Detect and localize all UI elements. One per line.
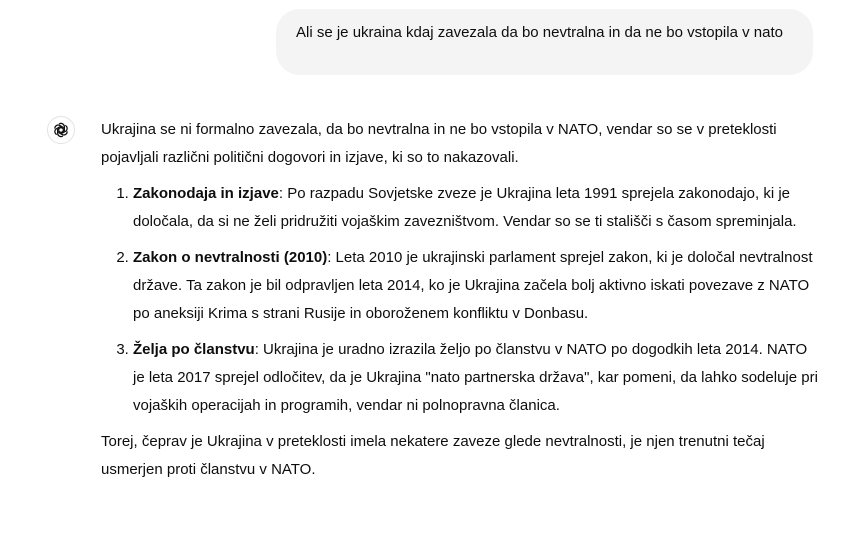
assistant-message [101, 116, 821, 484]
openai-logo-icon [52, 121, 70, 139]
list-item-body: : Ukrajina je uradno izrazila željo po članstvu v NATO po dogodkih leta 2014. NATO je leta 2017 sprejel odločitev, da je Ukrajina "nato partnerska država", kar pomeni, da lahko sodeluje pri vojaških operacijah in programih, vendar ni polnopravna članica. [133, 341, 818, 414]
list-item [133, 180, 821, 236]
list-item-body: : Po razpadu Sovjetske zveze je Ukrajina leta 1991 sprejela zakonodajo, ki je določala, da si ne želi pridružiti vojaškim zavezništvom. Vendar so se ti stališči s časom spreminjala. [133, 185, 797, 230]
list-item [133, 244, 821, 328]
assistant-list [101, 180, 821, 420]
assistant-intro: Ukrajina se ni formalno zavezala, da bo nevtralna in ne bo vstopila v NATO, vendar so se v preteklosti pojavljali različni politični dogovori in izjave, ki so to nakazovali. [101, 121, 777, 166]
list-item [133, 336, 821, 420]
list-item-title: Želja po članstvu [133, 341, 255, 358]
list-item-title: Zakonodaja in izjave [133, 185, 279, 202]
assistant-outro: Torej, čeprav je Ukrajina v preteklosti imela nekatere zaveze glede nevtralnosti, je njen trenutni tečaj usmerjen proti članstvu v NATO. [101, 433, 765, 478]
assistant-avatar [47, 116, 75, 144]
user-message-bubble [276, 9, 813, 75]
list-item-title: Zakon o nevtralnosti (2010) [133, 249, 328, 266]
list-item-body: : Leta 2010 je ukrajinski parlament sprejel zakon, ki je določal nevtralnost države. Ta zakon je bil odpravljen leta 2014, ko je Ukrajina začela bolj aktivno iskati povezave z NATO po aneksiji Krima s strani Rusije in oboroženem konfliktu v Donbasu. [133, 249, 813, 322]
user-message-text: Ali se je ukraina kdaj zavezala da bo nevtralna in da ne bo vstopila v nato [296, 24, 783, 41]
